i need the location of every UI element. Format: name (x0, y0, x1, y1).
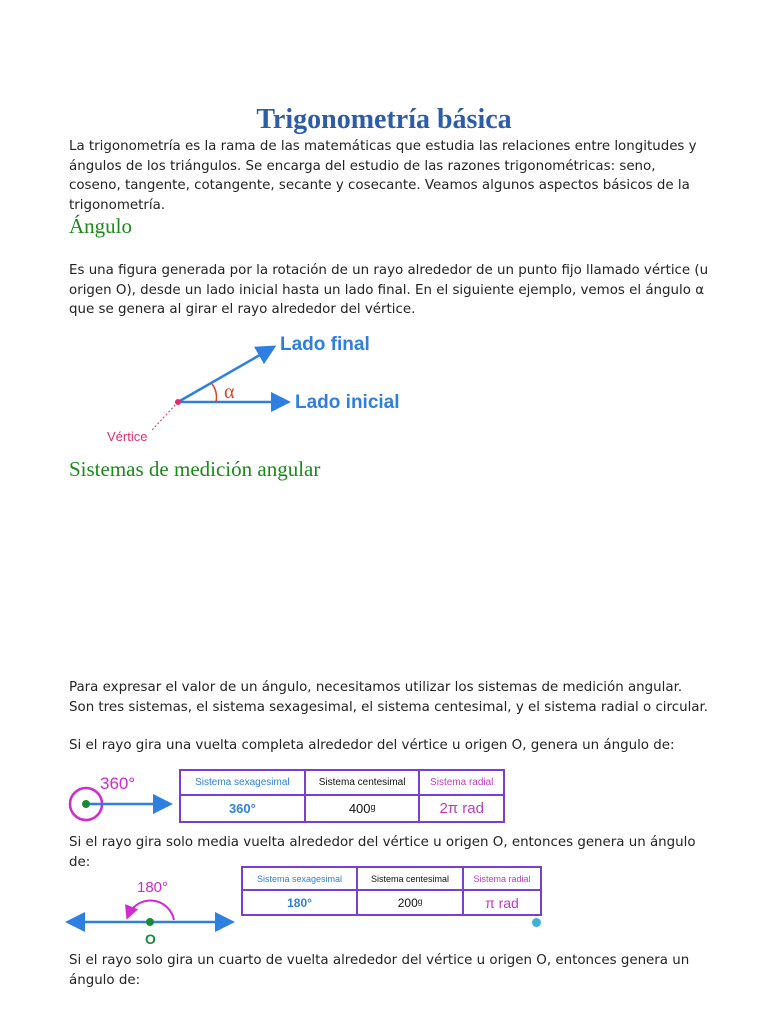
value-radial: 2π rad (419, 795, 504, 822)
sistemas-paragraph-3: Si el rayo gira solo media vuelta alrededor del vértice u origen O, entonces genera un ángulo de: (69, 835, 696, 870)
half-turn-arc (128, 901, 174, 920)
half-turn-table (241, 866, 542, 916)
alpha-label: α (224, 381, 235, 403)
angulo-paragraph: Es una figura generada por la rotación de un rayo alrededor de un punto fijo llamado vértice (u origen O), desde un lado inicial hasta un lado final. En el siguiente ejemplo, vemos el ángulo α que se genera al girar el rayo alrededor del vértice. (69, 263, 709, 317)
vertice-label: Vértice (107, 429, 148, 444)
angle-arc (212, 384, 217, 402)
full-turn-diagram (62, 770, 177, 830)
vertex-pointer (152, 402, 178, 430)
value-centesimal: 200ᵍ (357, 890, 463, 915)
lado-inicial-label: Lado inicial (295, 392, 400, 413)
intro-paragraph: La trigonometría es la rama de las matemáticas que estudia las relaciones entre longitudes y ángulos de los triángulos. Se encarga del estudio de las razones trigonométricas: seno, coseno, tangente, cotangente, secante y cosecante. Veamos algunos aspectos básicos de la trigonometría. (69, 139, 697, 213)
value-radial: π rad (463, 890, 541, 915)
heading-sistemas: Sistemas de medición angular (69, 457, 321, 481)
full-turn-table (179, 769, 505, 823)
header-sexagesimal: Sistema sexagesimal (180, 770, 305, 795)
origin-label: O (145, 931, 156, 947)
angle-diagram (100, 328, 420, 448)
header-radial: Sistema radial (419, 770, 504, 795)
heading-angulo: Ángulo (69, 214, 132, 238)
page-title: Trigonometría básica (256, 104, 512, 135)
sistemas-paragraph-1: Para expresar el valor de un ángulo, necesitamos utilizar los sistemas de medición angular. Son tres sistemas, el sistema sexagesimal, el sistema centesimal, y el sistema radial o circular. (69, 680, 709, 715)
vertex-dot (175, 399, 181, 405)
header-radial: Sistema radial (463, 867, 541, 890)
full-turn-label: 360° (100, 774, 136, 793)
header-centesimal: Sistema centesimal (357, 867, 463, 890)
sistemas-paragraph-2: Si el rayo gira una vuelta completa alrededor del vértice u origen O, genera un ángulo de: (69, 738, 675, 753)
half-turn-label: 180° (137, 879, 169, 896)
origin-dot-2 (146, 918, 154, 926)
sistemas-paragraph-4: Si el rayo solo gira un cuarto de vuelta alrededor del vértice u origen O, entonces genera un ángulo de: (69, 953, 690, 988)
header-centesimal: Sistema centesimal (305, 770, 420, 795)
value-sexagesimal: 180° (242, 890, 357, 915)
header-sexagesimal: Sistema sexagesimal (242, 867, 357, 890)
origin-dot (82, 800, 90, 808)
globe-icon (532, 918, 541, 927)
half-turn-diagram (62, 872, 237, 948)
value-sexagesimal: 360° (180, 795, 305, 822)
value-centesimal: 400ᵍ (305, 795, 420, 822)
lado-final-label: Lado final (280, 334, 370, 355)
